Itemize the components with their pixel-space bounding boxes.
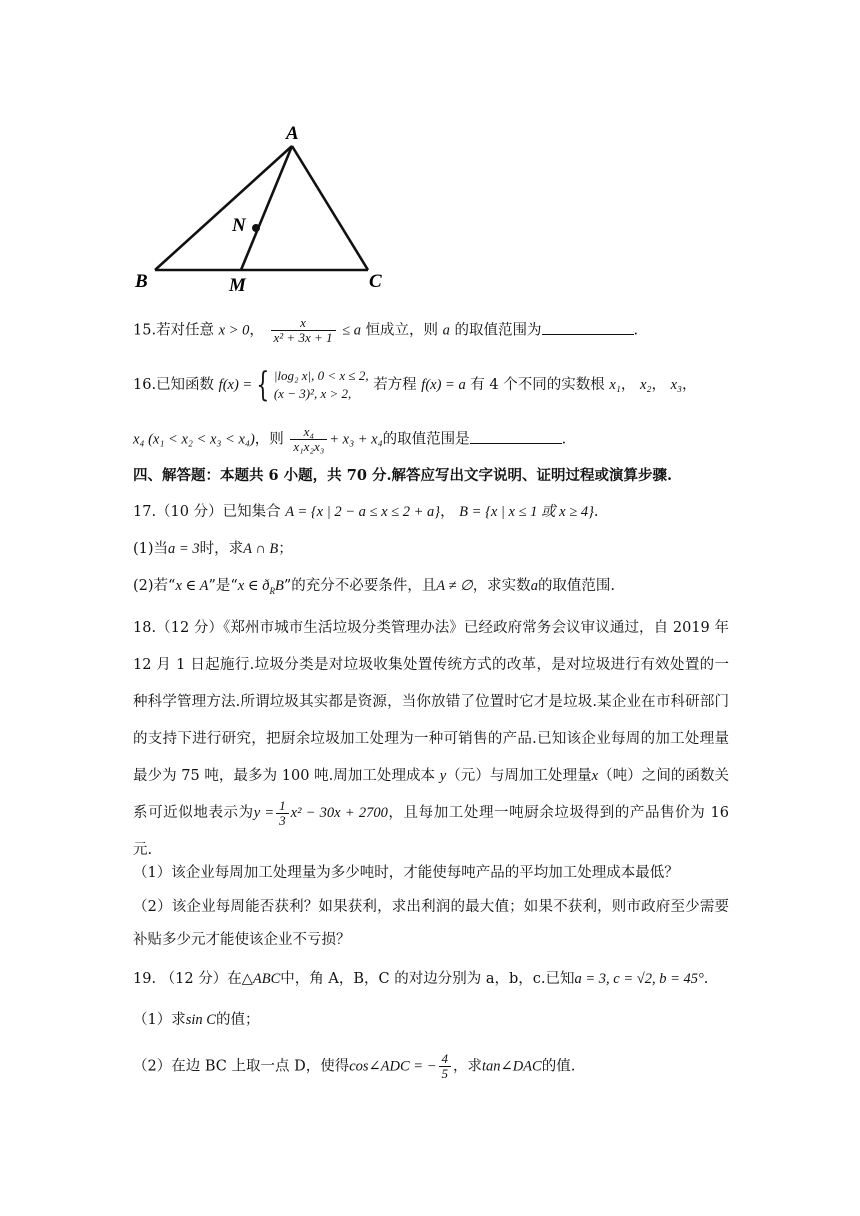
label-m: M (229, 275, 246, 296)
question-18-part-1: （1）该企业每周加工处理量为多少吨时，才能使每吨产品的平均加工处理成本最低？ (133, 865, 679, 881)
question-16-line-2: x₄ (x₁ < x₂ < x₃ < x₄)，则 $\frac{\text{x₄}}{\text{x₁x₂x₃}}$ + x₃ + x₄的取值范围是 . (133, 424, 567, 454)
fraction: $\frac{1}{3}$ (276, 799, 289, 828)
question-16: 16.已知函数 f(x) = { |log₂ x|, 0 < x ≤ 2, (x − 3)², x > 2, 若方程 f(x) = a 有 4 个不同的实数根 x₁， x₂， x₃， (133, 365, 697, 405)
question-17-part-2: (2)若“x ∈ A”是“x ∈ $ð_RB$”的充分不必要条件，且A ≠ ∅，求实数a的取值范围. (133, 578, 616, 596)
point-n (252, 224, 260, 232)
answer-blank[interactable] (542, 320, 634, 335)
section-title: 四、解答题：本题共 6 小题，共 70 分.解答应写出文字说明、证明过程或演算步骤. (133, 467, 673, 484)
label-c: C (369, 271, 382, 292)
fraction: $\frac{\text{x₄}}{\text{x₁x₂x₃}}$ (290, 425, 327, 454)
brace: { (256, 365, 270, 405)
label-a: A (286, 123, 299, 144)
label-n: N (232, 215, 246, 236)
question-17: 17.（10 分）已知集合 A = {x | 2 − a ≤ x ≤ 2 + a}， B = {x | x ≤ 1 或 x ≥ 4}. (133, 504, 599, 520)
side-ab (155, 146, 292, 270)
piecewise-cases: |log₂ x|, 0 < x ≤ 2, (x − 3)², x > 2, (273, 368, 369, 401)
label-b: B (135, 271, 148, 292)
question-18-part-2: （2）该企业每周能否获利？如果获利，求出利润的最大值；如果不获利，则市政府至少需要补贴多少元才能使该企业不亏损？ (133, 899, 729, 948)
fraction: $\frac{x}{\text{x² + 3x + 1}}$ (271, 316, 336, 345)
fraction: $\frac{4}{5}$ (439, 1052, 452, 1081)
question-18: 18.（12 分）《郑州市城市生活垃圾分类管理办法》已经政府常务会议审议通过，自 2019 年 12 月 1 日起施行.垃圾分类是对垃圾收集处置传统方式的改革，是对垃圾进行有效处置的一种科学管理方法.所谓垃圾其实都是资源，当你放错了位置时它才是垃圾.某企业在市科研部门的支持下进行研究，把厨余垃圾加工处理为一种可销售的产品.已知该企业每周的加工处理量最少为 75 吨，最多为 100 吨.周加工处理成本 y（元）与周加工处理量x（吨）之间的函数关系可近似地表示为y = $\frac{1}{3}$ x² − 30x + 2700，且每加工处理一吨厨余垃圾得到的产品售价为 16 元. (133, 620, 730, 858)
question-15: 15.若对任意 x > 0， $\frac{x}{\text{x² + 3x + 1}}$ ≤ a 恒成立，则 a 的取值范围为 . (133, 315, 639, 345)
question-19-part-1: （1）求sin C的值； (133, 1012, 260, 1028)
question-19: 19. （12 分）在△ABC中，角 A，B，C 的对边分别为 a，b，c.已知a = 3, c = √2, b = 45°. (133, 971, 709, 987)
answer-blank[interactable] (470, 429, 562, 444)
segment-am (241, 146, 292, 270)
triangle-figure (120, 115, 400, 300)
question-19-part-2: （2）在边 BC 上取一点 D，使得cos∠ADC = − $\frac{4}{5}$ ，求tan∠DAC的值. (133, 1051, 576, 1081)
question-17-part-1: (1)当a = 3时，求A ∩ B； (133, 541, 293, 557)
side-ac (292, 146, 368, 270)
